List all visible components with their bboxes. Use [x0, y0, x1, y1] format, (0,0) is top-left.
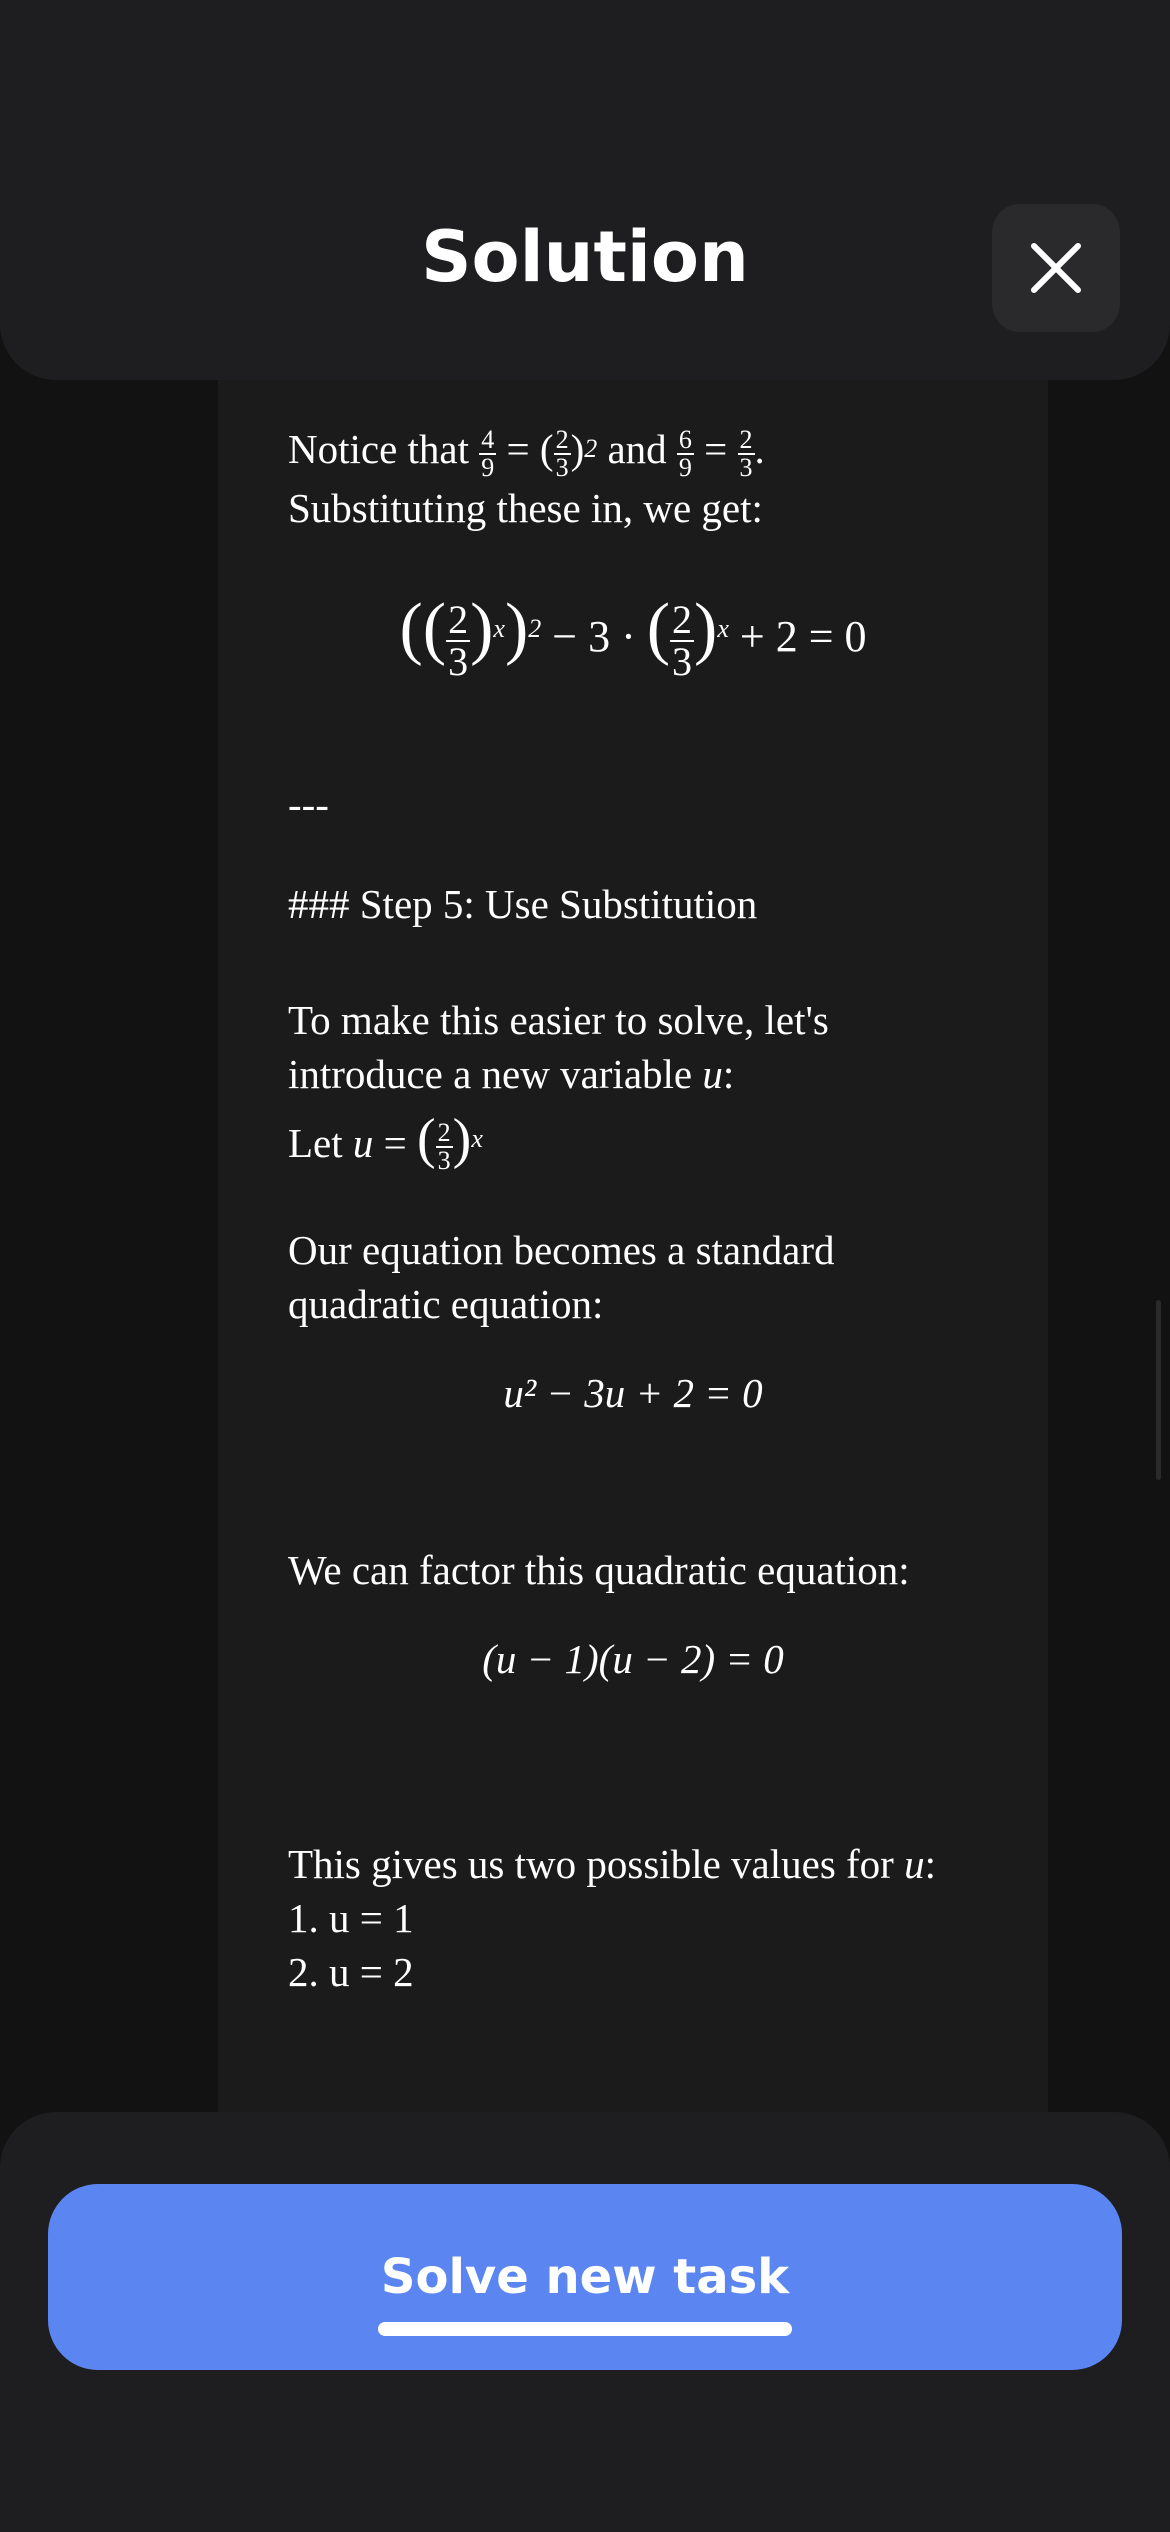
value-2: 2. u = 2: [288, 1948, 414, 1995]
let-u-line: Let u = ( $\frac{2}{3}$ )$^x$: [288, 1107, 483, 1176]
close-button[interactable]: [992, 204, 1120, 332]
introduce-variable-text: To make this easier to solve, let's introduce a new variable u:: [288, 996, 829, 1097]
page-title: Solution: [421, 216, 749, 298]
solve-new-task-button[interactable]: Solve new task: [48, 2184, 1122, 2370]
close-icon: [1030, 242, 1082, 294]
notice-line: Notice that $\frac{4}{9}$ = ( $\frac{2}{3}$ )$^2$ and $\frac{6}{9}$ = $\frac{2}{3}$ .: [288, 424, 765, 482]
substituting-text: Substituting these in, we get:: [288, 484, 763, 531]
header: [0, 0, 1170, 380]
home-indicator[interactable]: [378, 2322, 792, 2336]
introduce-variable-label: To make this easier to solve, let's introduce a new variable: [288, 996, 829, 1097]
two-values-label: This gives us two possible values for: [288, 1840, 894, 1887]
factored-equation: (u − 1)(u − 2) = 0: [482, 1635, 784, 1682]
two-values-line: This gives us two possible values for u:: [288, 1840, 936, 1887]
notice-prefix: Notice that: [288, 426, 470, 472]
notice-and: and: [607, 426, 667, 472]
factor-intro-text: We can factor this quadratic equation:: [288, 1546, 910, 1593]
substituted-equation: (( $\frac{2}{3}$ )$^x$)$^2$ − 3 · ( $\frac{2}{3}$ )$^x$ + 2 = 0: [399, 589, 867, 684]
step5-heading: ### Step 5: Use Substitution: [288, 880, 758, 927]
becomes-text: Our equation becomes a standard quadratic equation:: [288, 1226, 835, 1327]
scrollbar[interactable]: [1156, 1300, 1161, 1480]
solution-content[interactable]: [218, 380, 1048, 2112]
divider-text: ---: [288, 780, 329, 827]
quadratic-equation: u² − 3u + 2 = 0: [503, 1369, 763, 1416]
let-prefix: Let: [288, 1119, 343, 1166]
value-1: 1. u = 1: [288, 1894, 414, 1941]
